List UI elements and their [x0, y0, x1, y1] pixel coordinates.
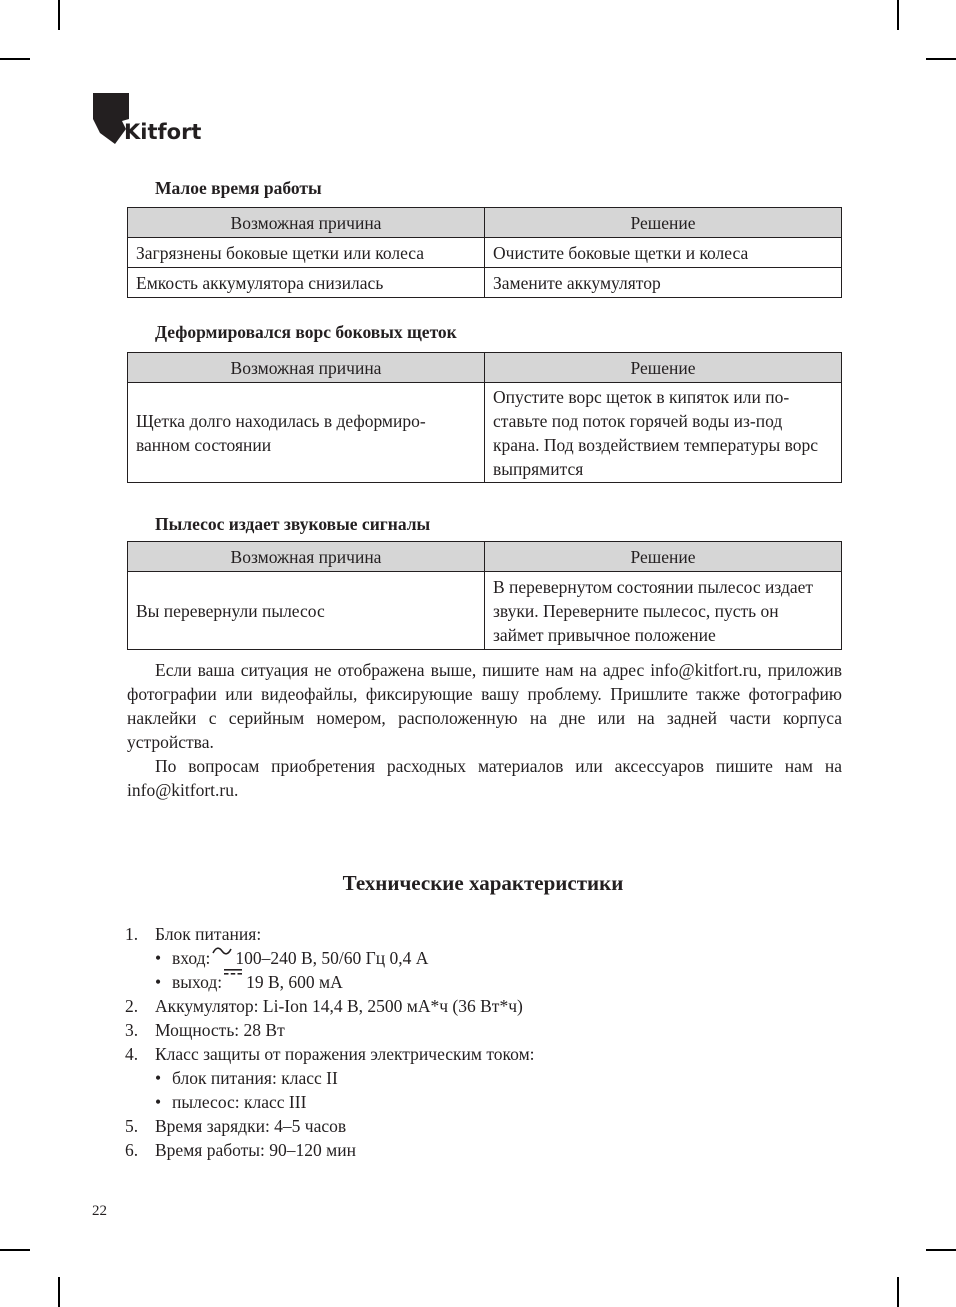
list-item: [125, 1114, 535, 1138]
list-value: 100–240 В, 50/60 Гц 0,4 А: [235, 948, 429, 968]
list-label: выход:: [172, 972, 223, 992]
bullet: •: [155, 1092, 162, 1112]
bullet: •: [155, 1068, 162, 1088]
crop-mark: [58, 0, 60, 30]
troubleshoot-table: [127, 207, 842, 298]
column-header: Решение: [485, 542, 842, 572]
paragraph: Если ваша ситуация не отображена выше, пишите нам на адрес info@kitfort.ru, приложив фотографии или видеофайлы, фиксирующие вашу проблему. Пришлите также фотографию наклейки с серийным номером, расположенную на дне или на задней части корпуса устройства.: [127, 660, 842, 752]
spec-list: [125, 922, 535, 1162]
list-text: Мощность: 28 Вт: [155, 1020, 285, 1040]
column-header: Возможная причина: [128, 353, 485, 383]
section-title: Пылесос издает звуковые сигналы: [155, 514, 431, 534]
list-label: вход:: [172, 948, 211, 968]
bullet: •: [155, 972, 162, 992]
list-item: [125, 1138, 535, 1162]
list-number: 1.: [125, 924, 139, 944]
list-item: [125, 922, 535, 946]
cause-cell: Емкость аккумулятора снизилась: [128, 268, 485, 298]
list-text: Класс защиты от поражения электрическим током:: [155, 1044, 535, 1064]
list-item: [125, 946, 535, 970]
troubleshoot-table: [127, 352, 842, 483]
column-header: Решение: [485, 353, 842, 383]
list-value: 19 В, 600 мА: [246, 972, 343, 992]
crop-mark: [926, 1249, 956, 1251]
list-item: [125, 970, 535, 994]
table-row: [128, 268, 842, 298]
list-number: 4.: [125, 1044, 139, 1064]
bullet: •: [155, 948, 162, 968]
contact-info: [127, 658, 842, 802]
list-text: Аккумулятор: Li-Ion 14,4 В, 2500 мА*ч (36 Вт*ч): [155, 996, 523, 1016]
list-number: 6.: [125, 1140, 139, 1160]
cause-cell: Вы перевернули пылесос: [128, 572, 485, 650]
list-text: пылесос: класс III: [172, 1092, 307, 1112]
crop-mark: [0, 1249, 30, 1251]
list-text: Время зарядки: 4–5 часов: [155, 1116, 347, 1136]
list-item: [125, 1018, 535, 1042]
list-text: блок питания: класс II: [172, 1068, 338, 1088]
table-header-row: [128, 208, 842, 238]
list-number: 3.: [125, 1020, 139, 1040]
list-number: 2.: [125, 996, 139, 1016]
table-row: [128, 572, 842, 650]
list-item: [125, 1042, 535, 1066]
list-item: [125, 1066, 535, 1090]
crop-mark: [58, 1277, 60, 1307]
solution-cell: Очистите боковые щетки и колеса: [485, 238, 842, 268]
list-item: [125, 994, 535, 1018]
cause-cell: Загрязнены боковые щетки или колеса: [128, 238, 485, 268]
solution-cell: Замените аккумулятор: [485, 268, 842, 298]
solution-cell: В перевернутом состоянии пылесос издает звуки. Переверните пылесос, пусть он займет привычное положение: [485, 572, 842, 650]
solution-cell: Опустите ворс щеток в кипяток или по-ставьте под поток горячей воды из-под крана. Под воздействием температуры ворс выпрямится: [485, 383, 842, 483]
section-title: Деформировался ворс боковых щеток: [155, 322, 457, 342]
table-row: [128, 238, 842, 268]
table-header-row: [128, 542, 842, 572]
table-row: [128, 383, 842, 483]
table-header-row: [128, 353, 842, 383]
list-text: Блок питания:: [155, 924, 262, 944]
crop-mark: [0, 58, 30, 60]
paragraph: По вопросам приобретения расходных материалов или аксессуаров пишите нам на info@kitfort.ru.: [127, 756, 842, 800]
column-header: Возможная причина: [128, 208, 485, 238]
list-text: Время работы: 90–120 мин: [155, 1140, 356, 1160]
column-header: Решение: [485, 208, 842, 238]
page-number: 22: [92, 1203, 107, 1219]
crop-mark: [897, 1277, 899, 1307]
section-title: Малое время работы: [155, 178, 322, 198]
cause-cell: Щетка долго находилась в деформиро-ванном состоянии: [128, 383, 485, 483]
crop-mark: [897, 0, 899, 30]
crop-mark: [926, 58, 956, 60]
dc-icon: [224, 968, 242, 976]
ac-icon: [212, 946, 232, 956]
column-header: Возможная причина: [128, 542, 485, 572]
page-title: Технические характеристики: [342, 871, 624, 895]
brand-name: Kitfort: [124, 120, 202, 144]
list-number: 5.: [125, 1116, 139, 1136]
list-item: [125, 1090, 535, 1114]
troubleshoot-table: [127, 541, 842, 650]
